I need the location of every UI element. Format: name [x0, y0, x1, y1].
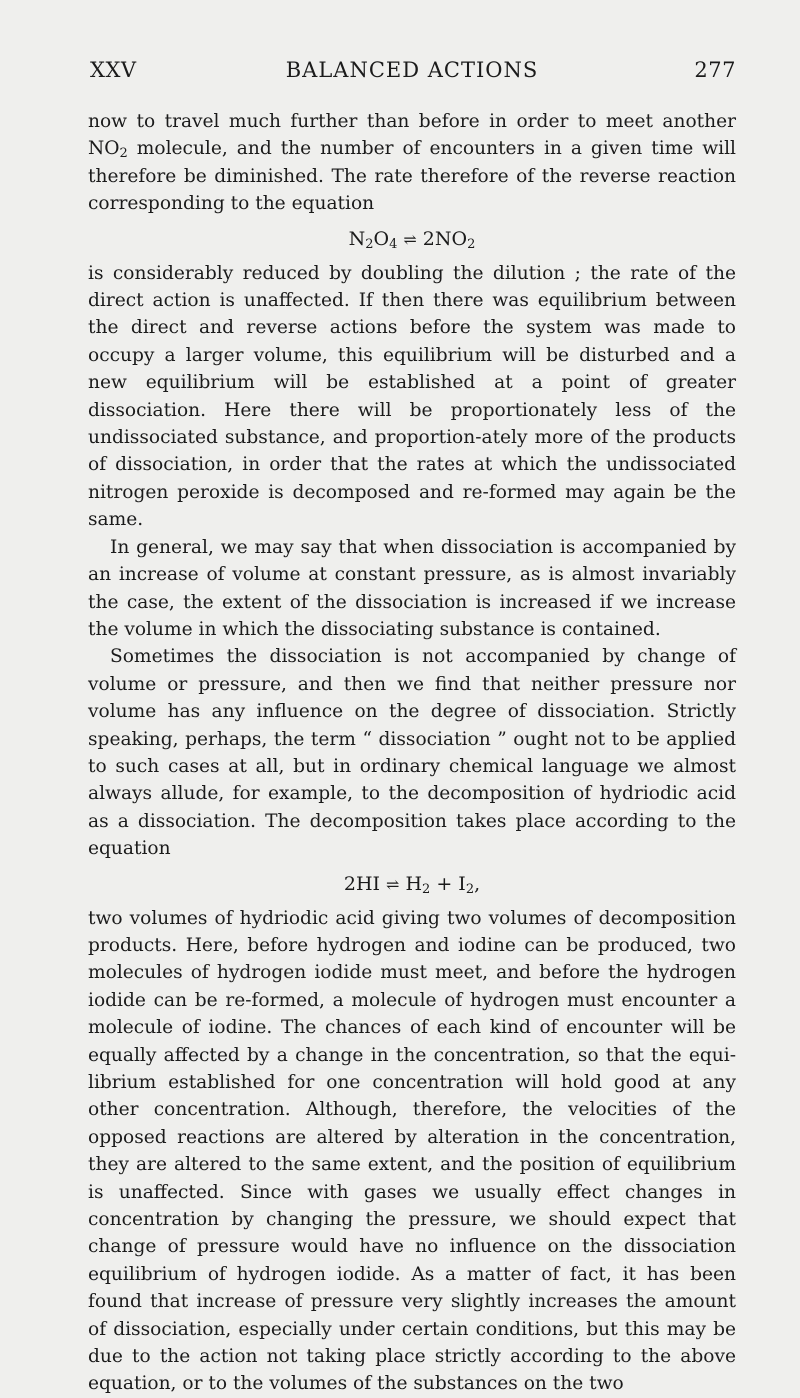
body-text [88, 108, 736, 1398]
page-number: 277 [694, 58, 736, 82]
equilibrium-arrow-icon: ⇌ [386, 874, 400, 894]
paragraph-3: In general, we may say that when dissociation is accompanied by an increase of volume at constant pressure, as is almost invariably the case, the extent of the dissociation is increased if we increase the volume in which the dissociating substance is contained. [88, 536, 736, 640]
paragraph-5: two volumes of hydriodic acid giving two volumes of decomposition products. Here, before hydrogen and iodine can be produced, two molecules of hydrogen iodide must meet, and before the hydrogen iodide can be re-formed, a molecule of hydrogen must encounter a molecule of iodine. The chances of each kind of encounter will be equally affected by a change in the concentration, so that the equi-librium established for one concentration will hold good at any other concentration. Although, therefore, the velocities of the opposed reactions are altered by alteration in the concentration, they are altered to the same extent, and the position of equilibrium is unaffected. Since with gases we usually effect changes in concentration by changing the pressure, we should expect that change of pressure would have no influence on the dissociation equilibrium of hydrogen iodide. As a matter of fact, it has been found that increase of pressure very slightly increases the amount of dissociation, especially under certain conditions, but this may be due to the action not taking place strictly according to the above equation, or to the volumes of the substances on the two [88, 907, 736, 1395]
equation-n2o4: $N_2O_4$ ⇌ $2NO_2$ [348, 227, 476, 252]
paragraph-4: Sometimes the dissociation is not accompanied by change of volume or pressure, and then we find that neither pressure nor volume has any influence on the degree of dissociation. Strictly speaking, perhaps, the term “ dissociation ” ought not to be applied to such cases at all, but in ordinary chemical language we almost always allude, for example, to the decomposition of hydriodic acid as a dissociation. The decomposition takes place according to the equation [88, 646, 736, 860]
paragraph-1: now to travel much further than before in order to meet another $NO_2$ molecule, and the number of encounters in a given time will therefore be diminished. The rate therefore of the reverse reaction corresponding to the equation [88, 111, 736, 215]
equation-hi: 2HI ⇌ $H_2 + I_2$, [343, 872, 481, 897]
chapter-title: BALANCED ACTIONS [285, 58, 539, 82]
chapter-number: XXV [90, 58, 137, 82]
book-page [88, 58, 736, 1398]
running-head [88, 58, 736, 88]
equilibrium-arrow-icon: ⇌ [403, 229, 417, 249]
paragraph-2: is considerably reduced by doubling the dilution ; the rate of the direct action is unaffected. If then there was equilibrium between the direct and reverse actions before the system was made to occupy a larger volume, this equilibrium will be disturbed and a new equilibrium will be established at a point of greater dissociation. Here there will be proportionately less of the undissociated substance, and proportion-ately more of the products of dissociation, in order that the rates at which the undissociated nitrogen peroxide is decomposed and re-formed may again be the same. [88, 262, 736, 531]
